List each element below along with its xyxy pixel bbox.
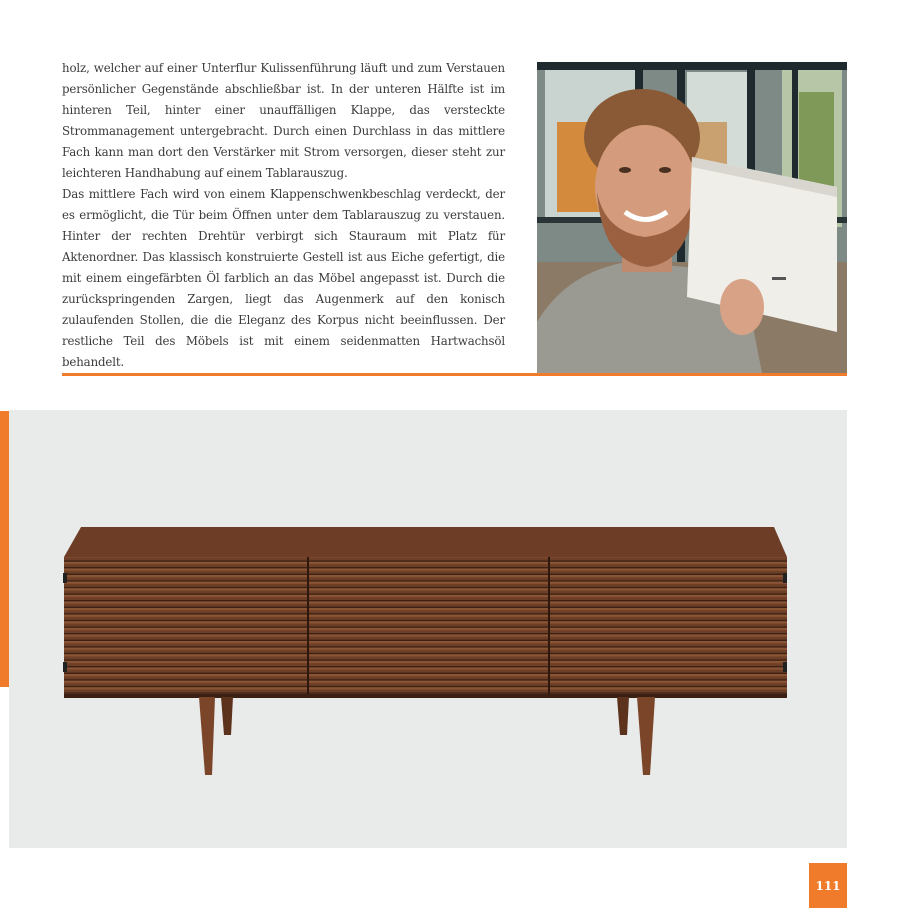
sideboard-photo [9, 410, 847, 848]
accent-bar [0, 411, 9, 687]
article-paragraph: holz, welcher auf einer Unterflur Kulissenführung läuft und zum Verstauen persönlicher Gegenstände abschließbar ist. In der unteren Hälfte ist im hinteren Teil, hinter einer unauffälligen Klappe, das versteckte Strommanagement untergebracht. Durch einen Durchlass in das mittlere Fach kann man dort den Verstärker mit Strom versorgen, dieser steht zur leichteren Handhabung auf einem Tablarauszug. [62, 61, 505, 180]
article-paragraph: Das mittlere Fach wird von einem Klappenschwenkbeschlag verdeckt, der es ermöglicht, die Tür beim Öffnen unter dem Tablarauszug zu verstauen. Hinter der rechten Drehtür verbirgt sich Stauraum mit Platz für Aktenordner. Das klassisch konstruierte Gestell ist aus Eiche gefertigt, die mit einem eingefärbten Öl farblich an das Möbel angepasst ist. Durch die zurückspringenden Zargen, liegt das Augenmerk auf den konisch zulaufenden Stollen, die die Eleganz des Korpus nicht beeinflussen. Der restliche Teil des Möbels ist mit einem seidenmatten Hartwachsöl behandelt. [62, 187, 505, 369]
page-number: 111 [809, 863, 847, 908]
article-text [62, 58, 505, 373]
section-divider [62, 373, 847, 376]
portrait-photo [537, 62, 847, 373]
